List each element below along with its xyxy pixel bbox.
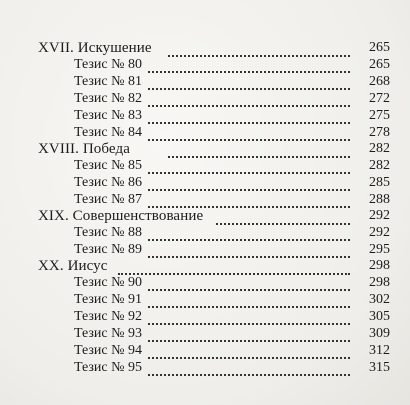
toc-entry-title: Тезис № 86: [74, 175, 142, 190]
toc-page-number: 295: [369, 242, 390, 257]
dot-leader: [148, 238, 350, 241]
toc-entry-title: XIX. Совершенствование: [38, 208, 204, 224]
toc-page-number: 282: [369, 141, 390, 156]
toc-entry-title: Тезис № 82: [74, 91, 142, 106]
toc-entry-title: Тезис № 83: [74, 108, 142, 123]
dot-leader: [148, 121, 350, 124]
toc-entry-title: Тезис № 93: [74, 326, 142, 341]
dot-leader: [148, 356, 350, 359]
toc-entry-title: XVII. Искушение: [38, 40, 152, 56]
toc-entry-title: Тезис № 81: [74, 74, 142, 89]
toc-entry-title: Тезис № 89: [74, 242, 142, 257]
toc-page-number: 265: [369, 57, 390, 72]
toc-page-number: 312: [369, 343, 390, 358]
toc-entry-title: Тезис № 92: [74, 309, 142, 324]
toc-page-number: 288: [369, 192, 390, 207]
dot-leader: [148, 171, 350, 174]
dot-leader: [148, 104, 350, 107]
toc-page-number: 298: [369, 258, 390, 273]
toc-entry-title: XX. Иисус: [38, 258, 108, 274]
toc-page-number: 292: [369, 225, 390, 240]
toc-entry-title: Тезис № 84: [74, 125, 142, 140]
toc-page-number: 305: [369, 309, 390, 324]
dot-leader: [148, 70, 350, 73]
toc-entry-title: Тезис № 94: [74, 343, 142, 358]
toc-thesis-row[interactable]: [0, 360, 410, 380]
toc-page-number: 265: [369, 40, 390, 55]
toc-entry-title: Тезис № 80: [74, 57, 142, 72]
dot-leader: [148, 339, 350, 342]
toc-page-number: 315: [369, 360, 390, 375]
dot-leader: [148, 322, 350, 325]
toc-entry-title: Тезис № 95: [74, 360, 142, 375]
toc-page-number: 285: [369, 175, 390, 190]
dot-leader: [148, 188, 350, 191]
toc-page-number: 298: [369, 275, 390, 290]
toc-page-number: 302: [369, 292, 390, 307]
dot-leader: [148, 87, 350, 90]
toc-entry-title: Тезис № 88: [74, 225, 142, 240]
dot-leader: [148, 373, 350, 376]
toc-entry-title: Тезис № 90: [74, 275, 142, 290]
toc-entry-title: Тезис № 91: [74, 292, 142, 307]
toc-page-number: 278: [369, 125, 390, 140]
toc-page-number: 268: [369, 74, 390, 89]
toc-entry-title: XVIII. Победа: [38, 141, 130, 157]
toc-page-number: 272: [369, 91, 390, 106]
toc-page-number: 309: [369, 326, 390, 341]
toc-entry-title: Тезис № 85: [74, 158, 142, 173]
toc-page-number: 292: [369, 208, 390, 223]
dot-leader: [148, 305, 350, 308]
toc-page-number: 275: [369, 108, 390, 123]
toc-page-number: 282: [369, 158, 390, 173]
toc-entry-title: Тезис № 87: [74, 192, 142, 207]
dot-leader: [148, 288, 350, 291]
